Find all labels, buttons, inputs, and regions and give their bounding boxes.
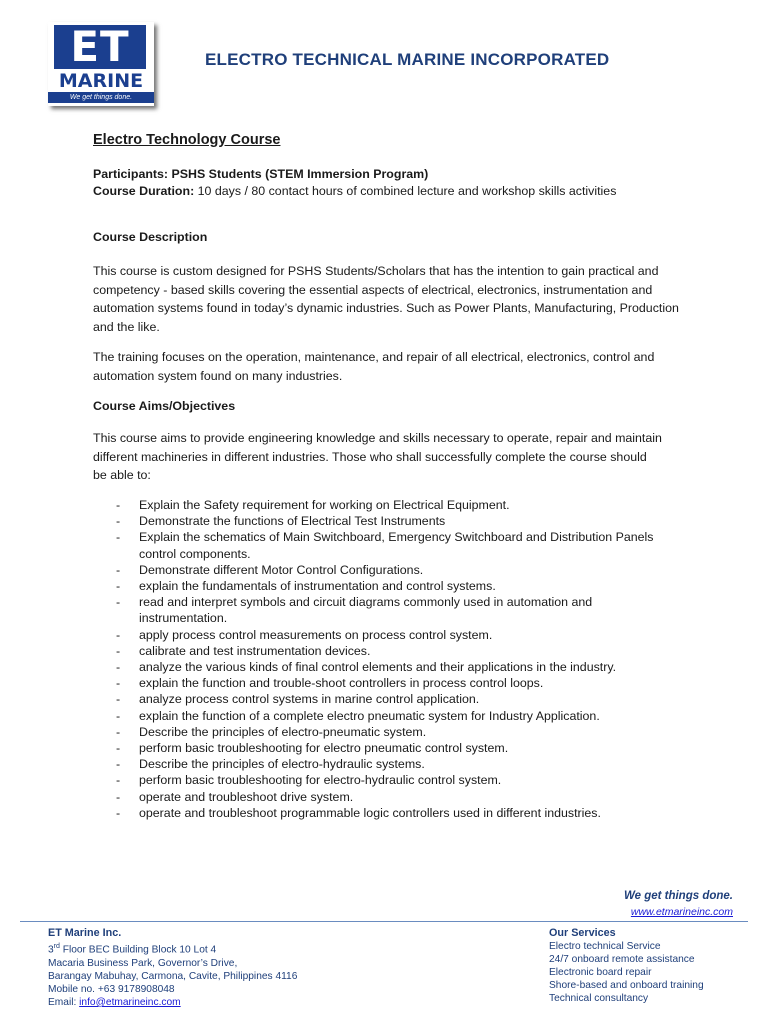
list-item: - Demonstrate different Motor Control Configurations. — [116, 562, 676, 578]
services-heading: Our Services — [549, 927, 616, 939]
address-line-1 — [48, 940, 297, 956]
email-label: Email: — [48, 996, 80, 1008]
list-item: - perform basic troubleshooting for electro-hydraulic control system. — [116, 772, 676, 788]
participants-line: Participants: PSHS Students (STEM Immersion Program) — [93, 167, 429, 181]
mobile-number: Mobile no. +63 9178908048 — [48, 983, 175, 995]
list-item: - explain the function and trouble-shoot controllers in process control loops. — [116, 675, 676, 691]
list-item: - Demonstrate the functions of Electrical Test Instruments — [116, 513, 676, 529]
description-paragraph-2: The training focuses on the operation, maintenance, and repair of all electrical, electronics, control and automation system found on many industries. — [93, 350, 655, 383]
list-item: - explain the function of a complete electro pneumatic system for Industry Application. — [116, 708, 676, 724]
footer-tagline: We get things done. — [623, 890, 733, 902]
service-item: Electro technical Service — [549, 941, 661, 953]
email-link[interactable]: info@etmarineinc.com — [79, 996, 181, 1008]
address-line-1-text: Floor BEC Building Block 10 Lot 4 — [59, 944, 217, 956]
duration-value: 10 days / 80 contact hours of combined lecture and workshop skills activities — [197, 184, 617, 198]
list-item: - analyze the various kinds of final control elements and their applications in the industry. — [116, 659, 676, 675]
footer-contact — [48, 927, 297, 1009]
list-item: - analyze process control systems in marine control application. — [116, 691, 676, 707]
list-item: - calibrate and test instrumentation devices. — [116, 643, 676, 659]
list-item: - Describe the principles of electro-hydraulic systems. — [116, 756, 676, 772]
list-item: - operate and troubleshoot programmable logic controllers used in different industries. — [116, 805, 676, 821]
course-aims-heading: Course Aims/Objectives — [93, 399, 236, 413]
duration-label: Course Duration: — [93, 184, 195, 198]
course-meta — [93, 166, 616, 200]
course-title: Electro Technology Course — [93, 132, 281, 148]
company-name-heading: ELECTRO TECHNICAL MARINE INCORPORATED — [205, 50, 610, 69]
aims-intro-paragraph: This course aims to provide engineering knowledge and skills necessary to operate, repair and maintain different machineries in different industries. Those who shall successfully complete the course should be able to: — [93, 431, 662, 482]
address-line-2: Macaria Business Park, Governor’s Drive, — [48, 957, 238, 969]
email-line — [48, 996, 297, 1009]
list-item: - read and interpret symbols and circuit diagrams commonly used in automation and instrumentation. — [116, 594, 676, 626]
list-item: - perform basic troubleshooting for electro pneumatic control system. — [116, 740, 676, 756]
list-item: - operate and troubleshoot drive system. — [116, 789, 676, 805]
footer-company-name: ET Marine Inc. — [48, 927, 122, 939]
list-item: - apply process control measurements on process control system. — [116, 627, 676, 643]
address-line-3: Barangay Mabuhay, Carmona, Cavite, Philippines 4116 — [48, 970, 298, 982]
service-item: Technical consultancy — [549, 993, 649, 1005]
service-item: 24/7 onboard remote assistance — [549, 954, 695, 966]
footer-divider — [20, 921, 748, 922]
floor-number: 3 — [48, 944, 54, 956]
course-description-heading: Course Description — [93, 230, 208, 244]
list-item: - Explain the schematics of Main Switchboard, Emergency Switchboard and Distribution Panels control components. — [116, 529, 676, 561]
service-item: Electronic board repair — [549, 967, 652, 979]
footer-services — [549, 927, 704, 1006]
objectives-list — [116, 497, 676, 821]
list-item: - Describe the principles of electro-pneumatic system. — [116, 724, 676, 740]
logo-marine-text: MARINE — [58, 70, 144, 92]
list-item: - explain the fundamentals of instrumentation and control systems. — [116, 578, 676, 594]
description-paragraph-1: This course is custom designed for PSHS Students/Scholars that has the intention to gain practical and competency - based skills covering the essential aspects of electrical, electronics, instrumentation and automation systems found in today’s dynamic industries. Such as Power Plants, Manufacturing, Production and the like. — [93, 264, 679, 334]
service-item: Shore-based and onboard training — [549, 980, 704, 992]
floor-suffix: rd — [53, 943, 60, 951]
logo-et-text: ET — [54, 25, 146, 69]
list-item: - Explain the Safety requirement for working on Electrical Equipment. — [116, 497, 676, 513]
logo-tagline: We get things done. — [48, 92, 154, 103]
duration-line — [93, 183, 616, 200]
company-logo — [48, 22, 154, 106]
website-link[interactable]: www.etmarineinc.com — [630, 906, 733, 918]
